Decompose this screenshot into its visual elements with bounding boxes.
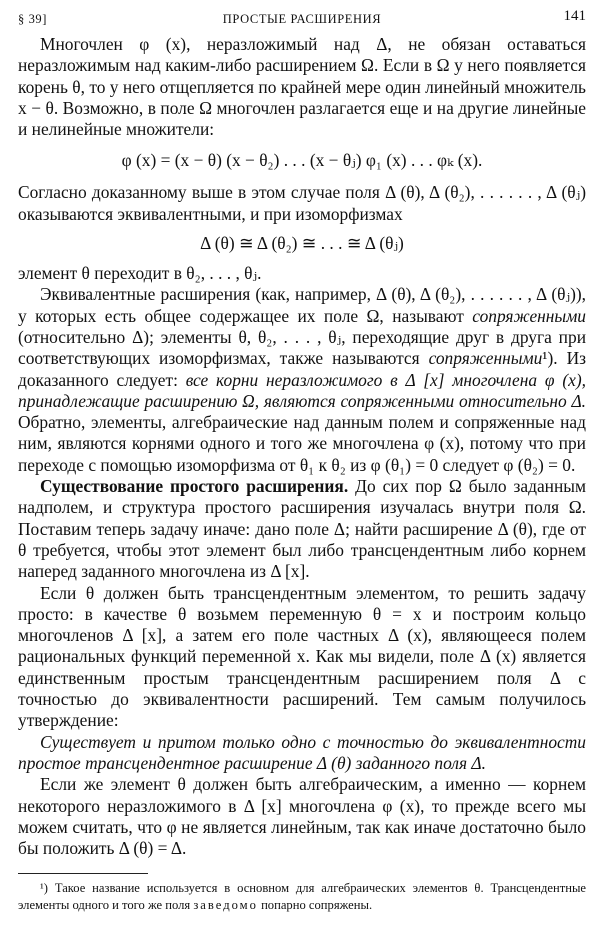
main-text (18, 34, 586, 859)
paragraph-4 (18, 284, 586, 476)
paragraph-3: элемент θ переходит в θ₂, . . . , θⱼ. (18, 263, 262, 284)
text-run: попарно сопряжены. (257, 897, 373, 912)
footnote-divider (18, 873, 148, 874)
theorem-statement: Существует и притом только одно с точностью до эквивалентности простое трансцендентное расширение Δ (θ) заданного поля Δ. (18, 731, 586, 773)
theorem-statement: все корни неразложимого в Δ [x] многочлена φ (x), принадлежащие расширению Ω, являются сопряженными относительно Δ. (18, 369, 586, 411)
text-run: До сих пор Ω было заданным надполем, и структура простого расширения изучалась внутри поля Ω. Поставим теперь задачу иначе: дано поле Δ; найти расширение Δ (θ), где от θ требуется, чтобы этот элемент был либо трансцендентным либо корнем наперед заданного многочлена из Δ [x]. (18, 476, 586, 582)
footnote-text (18, 880, 586, 913)
spaced-word: заведомо (193, 897, 258, 912)
section-ref: § 39] (18, 12, 48, 26)
paragraph-8: Если же элемент θ должен быть алгебраическим, а именно — корнем некоторого неразложимого в Δ [x] многочлена φ (x), то прежде всего мы можем считать, что φ не является линейным, так как иначе достаточно было бы положить Δ (θ) = Δ. (18, 774, 586, 859)
term-conjugate: сопряженными (472, 305, 586, 326)
subsection-title: Существование простого расширения. (40, 476, 349, 497)
paragraph-5 (18, 476, 586, 582)
paragraph-7 (18, 732, 586, 775)
footnote (18, 880, 586, 913)
page-number: 141 (563, 8, 586, 24)
formula-factorization: φ (x) = (x − θ) (x − θ₂) . . . (x − θⱼ) φ₁ (x) . . . φₖ (x). (121, 150, 483, 171)
running-title: ПРОСТЫЕ РАСШИРЕНИЯ (222, 12, 382, 26)
text-run: (относительно Δ); элементы θ, θ₂, . . . , θⱼ, переходящие друг в друга при соответствующих изоморфизмах, также называются (18, 326, 586, 369)
text-run: ¹). Из доказанного следует: (18, 348, 587, 390)
text-run: Обратно, элементы, алгебраические над данным полем и сопряженные над ним, являются корнями одного и того же многочлена φ (x), потому что при переходе с помощью изоморфизма от θ₁ к θ₂ из φ (θ₁) = 0 следует φ (θ₂) = 0. (18, 412, 586, 475)
text-run: ¹) Такое название используется в основном для алгебраических элементов θ. Трансцендентные элементы одного и того же поля (18, 881, 586, 912)
paragraph-6: Если θ должен быть трансцендентным элементом, то решить задачу просто: в качестве θ возьмем переменную θ = x и построим кольцо многочленов Δ [x], а затем его поле частных Δ (x), являющееся полем рациональных функций переменной x. Как мы видели, поле Δ (x) является единственным простым трансцендентным расширением поля Δ с точностью до эквивалентности расширений. Тем самым получилось утверждение: (18, 582, 586, 731)
running-header (18, 4, 586, 34)
term-conjugate: сопряженными (428, 348, 543, 369)
text-run: Эквивалентные расширения (как, например, Δ (θ), Δ (θ₂), . . . . . . , Δ (θⱼ)), у которых есть общее содержащее их поле Ω, называют (18, 284, 586, 326)
formula-isomorphisms: Δ (θ) ≅ Δ (θ₂) ≅ . . . ≅ Δ (θⱼ) (200, 233, 404, 254)
paragraph-2: Согласно доказанному выше в этом случае поля Δ (θ), Δ (θ₂), . . . . . . , Δ (θⱼ) оказываются эквивалентными, и при изоморфизмах (18, 182, 586, 224)
paragraph-1: Многочлен φ (x), неразложимый над Δ, не обязан оставаться неразложимым над каким-либо расширением Ω. Если в Ω у него появляется корень θ, то у него отщепляется по крайней мере один линейный множитель x − θ. Возможно, в поле Ω многочлен разлагается еще и на другие линейные и нелинейные множители: (18, 34, 586, 140)
